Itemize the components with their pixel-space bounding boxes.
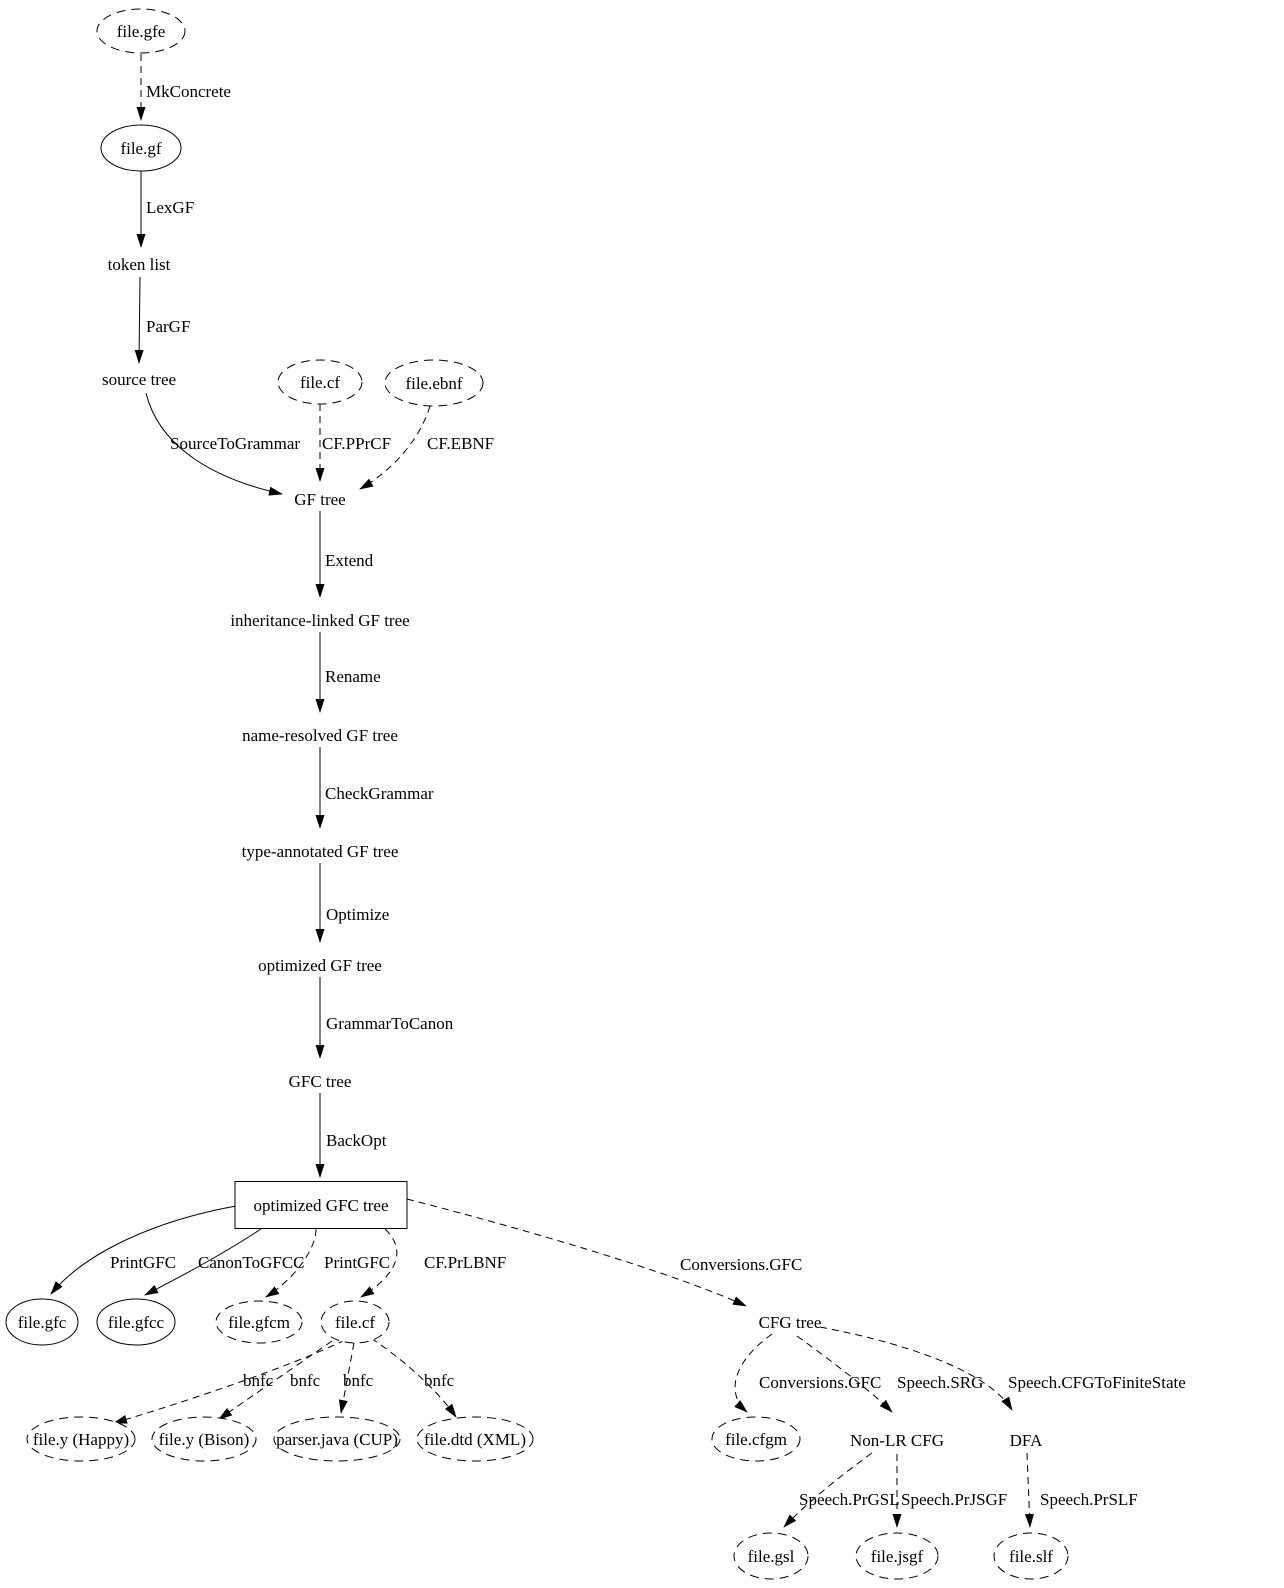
node-file_y_bison: [152, 1417, 256, 1461]
node-opt_gfc_tree: [235, 1182, 407, 1229]
node-file_cf_bottom: [321, 1301, 389, 1343]
node-source_tree: [102, 370, 176, 389]
file_gsl-label: file.gsl: [747, 1547, 795, 1566]
node-file_gfcc: [97, 1299, 175, 1345]
node-gfc_tree: [289, 1072, 352, 1091]
edge-label-source_tree-to-gf_tree: SourceToGrammar: [170, 434, 301, 453]
edge-label-cfg_tree-to-file_cfgm: Conversions.GFC: [759, 1373, 882, 1392]
file_y_bison-label: file.y (Bison): [158, 1430, 250, 1449]
file_cfgm-label: file.cfgm: [725, 1430, 787, 1449]
file_dtd_xml-label: file.dtd (XML): [424, 1430, 526, 1449]
cfg_tree-label: CFG tree: [758, 1313, 822, 1332]
node-parser_java_cup: [274, 1417, 400, 1461]
edge-label-opt_gfc_tree-to-file_cf_bottom: CF.PrLBNF: [424, 1253, 507, 1272]
node-file_gfcm: [216, 1301, 302, 1343]
node-file_dtd_xml: [417, 1417, 533, 1461]
edge-label-file_cf_bottom-to-file_y_bison: bnfc: [290, 1371, 321, 1390]
parser_java_cup-label: parser.java (CUP): [276, 1430, 398, 1449]
node-file_cf_top: [278, 360, 362, 404]
edge-cfg_tree-to-dfa: [820, 1327, 1012, 1410]
node-file_ebnf: [385, 360, 483, 406]
edge-label-opt_gfc_tree-to-cfg_tree: Conversions.GFC: [680, 1255, 803, 1274]
edge-label-dfa-to-file_slf: Speech.PrSLF: [1040, 1490, 1138, 1509]
edge-label-inh_gf_tree-to-name_gf_tree: Rename: [325, 667, 381, 686]
node-file_y_happy: [27, 1417, 135, 1461]
edge-label-file_ebnf-to-gf_tree: CF.EBNF: [427, 434, 495, 453]
node-file_gf: [101, 125, 181, 171]
edge-label-file_gf-to-token_list: LexGF: [146, 198, 195, 217]
edge-label-opt_gfc_tree-to-file_gfc: PrintGFC: [110, 1253, 177, 1272]
node-dfa: [1010, 1431, 1043, 1450]
node-file_jsgf: [856, 1533, 938, 1579]
edge-label-cfg_tree-to-non_lr_cfg: Speech.SRG: [897, 1373, 984, 1392]
edge-label-file_cf_bottom-to-file_y_happy: bnfc: [243, 1371, 274, 1390]
edge-label-non_lr_cfg-to-file_gsl: Speech.PrGSL: [799, 1490, 900, 1509]
gf_tree-label: GF tree: [294, 490, 346, 509]
node-type_gf_tree: [242, 842, 399, 861]
file_y_happy-label: file.y (Happy): [32, 1430, 130, 1449]
node-inh_gf_tree: [230, 611, 409, 630]
edge-label-gfc_tree-to-opt_gfc_tree: BackOpt: [326, 1131, 387, 1150]
edge-label-name_gf_tree-to-type_gf_tree: CheckGrammar: [325, 784, 434, 803]
file_gfe-label: file.gfe: [116, 22, 166, 41]
edge-label-token_list-to-source_tree: ParGF: [146, 317, 191, 336]
node-token_list: [108, 255, 171, 274]
non_lr_cfg-label: Non-LR CFG: [850, 1431, 944, 1450]
file_gfc-label: file.gfc: [17, 1313, 67, 1332]
edge-labels-layer: [107, 82, 1186, 1509]
node-gf_tree: [294, 490, 345, 509]
node-file_cfgm: [712, 1417, 800, 1461]
file_ebnf-label: file.ebnf: [405, 374, 463, 393]
edge-label-file_cf_top-to-gf_tree: CF.PPrCF: [322, 434, 392, 453]
edge-label-type_gf_tree-to-opt_gf_tree: Optimize: [326, 905, 390, 924]
edge-label-opt_gfc_tree-to-file_gfcc: CanonToGFCC: [198, 1253, 305, 1272]
source_tree-label: source tree: [101, 370, 177, 389]
name_gf_tree-label: name-resolved GF tree: [242, 726, 398, 745]
file_gf-label: file.gf: [120, 139, 162, 158]
node-file_gfc: [6, 1299, 78, 1345]
edge-label-gf_tree-to-inh_gf_tree: Extend: [325, 551, 374, 570]
file_gfcc-label: file.gfcc: [107, 1313, 165, 1332]
edge-label-non_lr_cfg-to-file_jsgf: Speech.PrJSGF: [901, 1490, 1008, 1509]
edge-dfa-to-file_slf: [1027, 1453, 1030, 1527]
node-file_slf: [994, 1533, 1068, 1579]
edge-opt_gfc_tree-to-file_gfc: [51, 1206, 236, 1294]
nodes-layer: [6, 9, 1068, 1579]
edge-token_list-to-source_tree: [139, 277, 140, 363]
edges-layer: [51, 54, 1030, 1527]
dfa-label: DFA: [1009, 1431, 1043, 1450]
node-cfg_tree: [759, 1313, 822, 1332]
type_gf_tree-label: type-annotated GF tree: [241, 842, 399, 861]
file_cf_bottom-label: file.cf: [334, 1313, 376, 1332]
token_list-label: token list: [107, 255, 171, 274]
edge-label-opt_gf_tree-to-gfc_tree: GrammarToCanon: [326, 1014, 454, 1033]
node-opt_gf_tree: [258, 956, 382, 975]
opt_gfc_tree-label: optimized GFC tree: [253, 1196, 389, 1215]
gfc_tree-label: GFC tree: [288, 1072, 352, 1091]
edge-label-file_gfe-to-file_gf: MkConcrete: [146, 82, 231, 101]
file_slf-label: file.slf: [1009, 1547, 1053, 1566]
node-name_gf_tree: [242, 726, 398, 745]
edge-label-file_cf_bottom-to-parser_java_cup: bnfc: [343, 1371, 374, 1390]
edge-label-file_cf_bottom-to-file_dtd_xml: bnfc: [424, 1371, 455, 1390]
opt_gf_tree-label: optimized GF tree: [258, 956, 382, 975]
node-non_lr_cfg: [850, 1431, 944, 1450]
node-file_gfe: [97, 9, 185, 53]
edge-label-cfg_tree-to-dfa: Speech.CFGToFiniteState: [1008, 1373, 1186, 1392]
file_jsgf-label: file.jsgf: [870, 1547, 924, 1566]
file_cf_top-label: file.cf: [299, 373, 341, 392]
edge-label-opt_gfc_tree-to-file_gfcm: PrintGFC: [324, 1253, 391, 1272]
node-file_gsl: [734, 1533, 808, 1579]
inh_gf_tree-label: inheritance-linked GF tree: [230, 611, 410, 630]
file_gfcm-label: file.gfcm: [228, 1313, 290, 1332]
